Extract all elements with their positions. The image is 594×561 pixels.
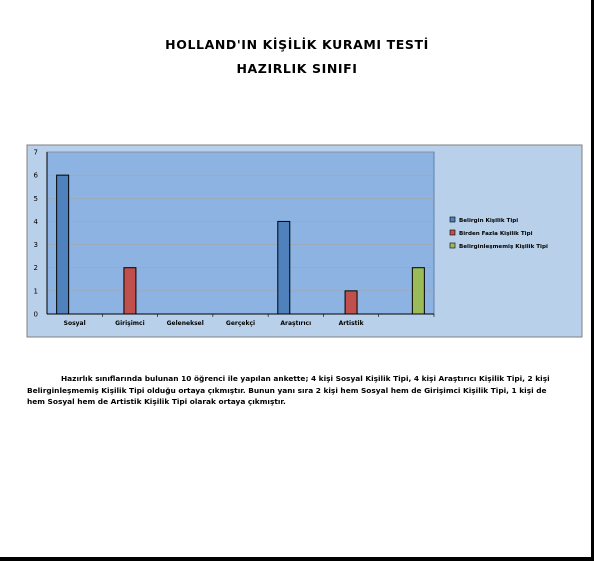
document-title: HOLLAND'IN KİŞİLİK KURAMI TESTİ: [165, 37, 429, 52]
x-tick-label-3: Gerçekçi: [225, 320, 256, 327]
y-tick-label-2: 2: [33, 264, 38, 273]
bar-6-2: [412, 268, 424, 314]
bar-5-1: [345, 291, 357, 314]
y-tick-label-1: 1: [33, 287, 38, 296]
bar-0-0: [57, 175, 69, 314]
y-tick-label-6: 6: [33, 171, 38, 180]
x-tick-label-1: Girişimci: [115, 320, 145, 327]
y-tick-label-0: 0: [33, 310, 38, 319]
plot-area: [47, 152, 434, 314]
y-tick-label-4: 4: [33, 217, 38, 226]
survey-paragraph: Hazırlık sınıflarında bulunan 10 öğrenci ile yapılan ankette; 4 kişi Sosyal Kişilik Tipi, 4 kişi Araştırıcı Kişilik Tipi, 2 kişi Belirginleşmemiş Kişilik Tipi olduğu ortaya çıkmıştır. Bunun yanı sıra 2 kişi hem Sosyal hem de Girişimci Kişilik Tipi, 1 kişi de hem Sosyal hem de Artistik Kişilik Tipi olarak ortaya çıkmıştır.: [27, 374, 550, 407]
x-tick-label-4: Araştırıcı: [280, 320, 312, 327]
bar-1-1: [124, 268, 136, 314]
y-tick-label-3: 3: [33, 241, 38, 250]
x-tick-label-0: Sosyal: [63, 320, 86, 327]
y-tick-label-5: 5: [33, 194, 38, 203]
page-border-bottom: [0, 557, 594, 561]
x-tick-label-2: Geleneksel: [166, 320, 204, 327]
x-tick-label-5: Artistik: [338, 320, 364, 327]
legend-label-0: Belirgin Kişilik Tipi: [459, 218, 519, 224]
document-subtitle: HAZIRLIK SINIFI: [236, 61, 358, 76]
legend-label-2: Belirginleşmemiş Kişilik Tipi: [459, 244, 548, 250]
legend-swatch-2: [450, 243, 455, 248]
y-tick-label-7: 7: [33, 148, 38, 157]
legend-swatch-1: [450, 230, 455, 235]
bar-4-0: [278, 221, 290, 314]
legend-swatch-0: [450, 217, 455, 222]
legend-label-1: Birden Fazla Kişilik Tipi: [459, 231, 533, 237]
